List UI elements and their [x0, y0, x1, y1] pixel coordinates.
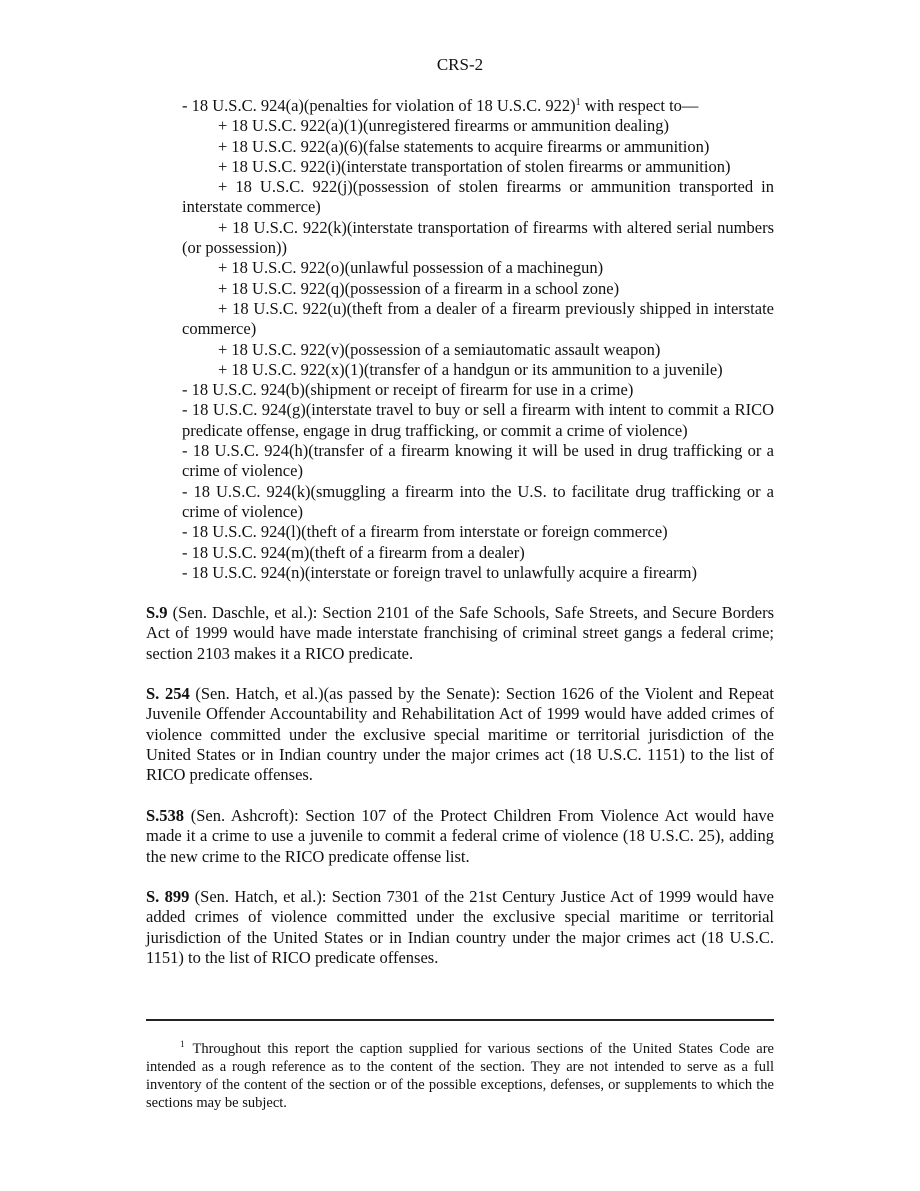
- bill-text: (Sen. Hatch, et al.): Section 7301 of the 21st Century Justice Act of 1999 would have added crimes of violence committed under the exclusive special maritime or territorial jurisdiction of the United States or in Indian country under the major crimes act (18 U.S.C. 1151) to the list of RICO predicate offenses.: [146, 887, 774, 968]
- bill-summaries: [146, 603, 774, 989]
- list-item: + 18 U.S.C. 922(j)(possession of stolen firearms or ammunition transported in interstate commerce): [182, 177, 774, 217]
- bill-paragraph: [146, 887, 774, 968]
- footnote-ref[interactable]: 1: [575, 97, 581, 108]
- list-item: + 18 U.S.C. 922(o)(unlawful possession of a machinegun): [218, 258, 604, 278]
- footnote: [146, 1040, 774, 1112]
- list-item: + 18 U.S.C. 922(v)(possession of a semiautomatic assault weapon): [218, 339, 661, 359]
- list-intro-pre: - 18 U.S.C. 924(a)(penalties for violation of 18 U.S.C. 922): [182, 96, 576, 115]
- bill-id: S. 899: [146, 887, 190, 907]
- bill-id: S. 254: [146, 684, 190, 704]
- list-item: - 18 U.S.C. 924(h)(transfer of a firearm knowing it will be used in drug trafficking or a crime of violence): [182, 441, 774, 481]
- list-item: - 18 U.S.C. 924(b)(shipment or receipt of firearm for use in a crime): [182, 380, 634, 400]
- bill-paragraph: [146, 684, 774, 785]
- list-item: - 18 U.S.C. 924(m)(theft of a firearm from a dealer): [182, 542, 525, 562]
- list-item: - 18 U.S.C. 924(l)(theft of a firearm from interstate or foreign commerce): [182, 522, 668, 542]
- list-item: + 18 U.S.C. 922(k)(interstate transportation of firearms with altered serial numbers (or possession)): [182, 217, 774, 258]
- bill-id: S.9: [146, 603, 168, 622]
- list-item: + 18 U.S.C. 922(x)(1)(transfer of a handgun or its ammunition to a juvenile): [218, 359, 723, 379]
- bill-id: S.538: [146, 805, 185, 825]
- footnote-marker: 1: [180, 1039, 185, 1049]
- bill-paragraph: [146, 806, 774, 867]
- list-intro: [182, 96, 774, 116]
- page-number-header: CRS-2: [436, 55, 484, 74]
- list-item: - 18 U.S.C. 924(n)(interstate or foreign travel to unlawfully acquire a firearm): [182, 562, 697, 582]
- statute-list: [182, 96, 774, 583]
- list-item: + 18 U.S.C. 922(a)(6)(false statements to acquire firearms or ammunition): [218, 136, 710, 156]
- list-intro-post: with respect to—: [580, 96, 699, 115]
- list-item: - 18 U.S.C. 924(k)(smuggling a firearm into the U.S. to facilitate drug trafficking or a crime of violence): [182, 481, 774, 521]
- list-item: + 18 U.S.C. 922(a)(1)(unregistered firearms or ammunition dealing): [218, 116, 670, 136]
- footnote-divider: [146, 1019, 774, 1021]
- bill-text: (Sen. Hatch, et al.)(as passed by the Senate): Section 1626 of the Violent and Repeat Juvenile Offender Accountability and Rehabilitation Act of 1999 would have added crimes of violence committed under the exclusive special maritime or territorial jurisdiction of the United States or in Indian country under the major crimes act (18 U.S.C. 1151) to the list of RICO predicate offenses.: [146, 684, 774, 785]
- bill-text: (Sen. Ashcroft): Section 107 of the Protect Children From Violence Act would have made it a crime to use a juvenile to commit a federal crime of violence (18 U.S.C. 25), adding the new crime to the RICO predicate offense list.: [146, 805, 774, 866]
- list-item: + 18 U.S.C. 922(u)(theft from a dealer of a firearm previously shipped in interstate commerce): [182, 298, 774, 339]
- list-item: + 18 U.S.C. 922(q)(possession of a firearm in a school zone): [218, 278, 620, 298]
- list-item: + 18 U.S.C. 922(i)(interstate transportation of stolen firearms or ammunition): [218, 156, 731, 176]
- bill-paragraph: [146, 603, 774, 664]
- bill-text: (Sen. Daschle, et al.): Section 2101 of the Safe Schools, Safe Streets, and Secure Borders Act of 1999 would have made interstate franchising of criminal street gangs a federal crime; section 2103 makes it a RICO predicate.: [146, 603, 774, 663]
- footnote-text: Throughout this report the caption supplied for various sections of the United States Code are intended as a rough reference as to the content of the section. They are not intended to serve as a full inventory of the content of the section or of the possible exceptions, defenses, or supplements to which the sections may be subject.: [146, 1041, 774, 1111]
- list-item: - 18 U.S.C. 924(g)(interstate travel to buy or sell a firearm with intent to commit a RICO predicate offense, engage in drug trafficking, or commit a crime of violence): [182, 400, 774, 440]
